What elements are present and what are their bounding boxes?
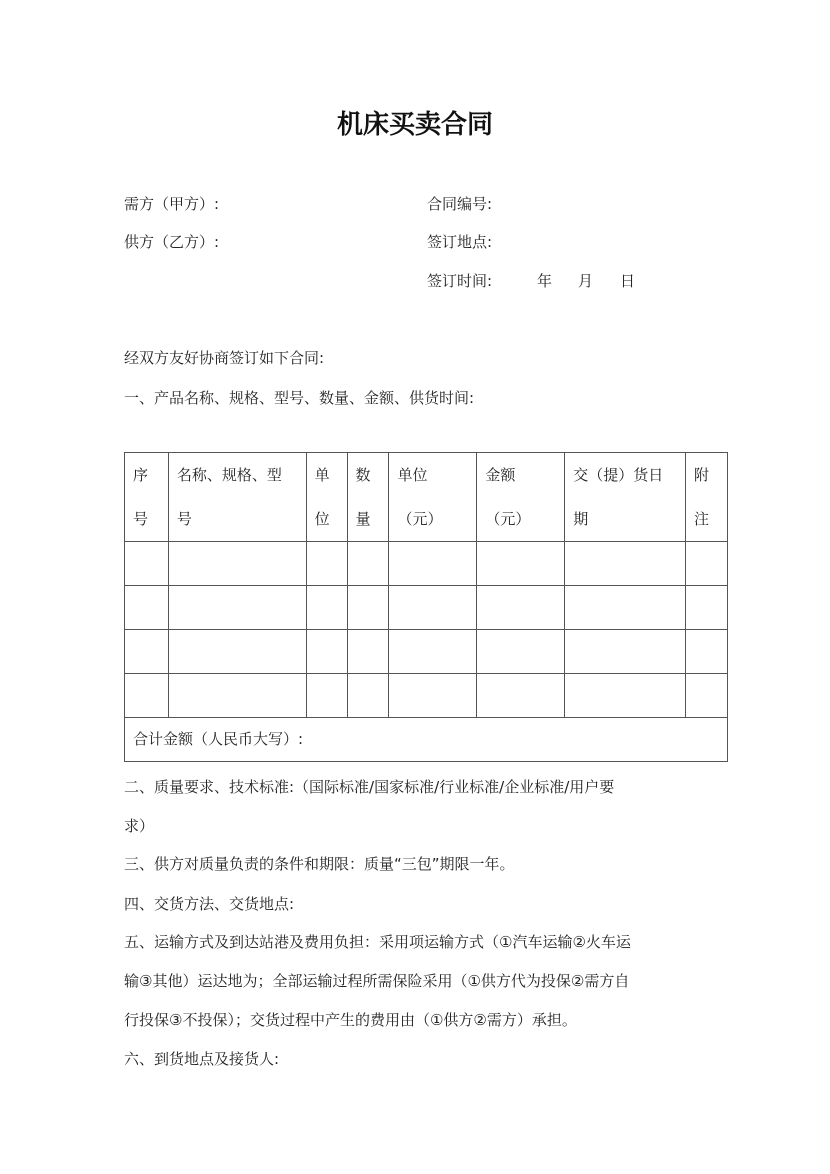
table-cell[interactable] <box>686 630 728 674</box>
column-header-line: 交（提）货日 <box>573 466 664 484</box>
seller-label: 供方（乙方）: <box>124 233 220 251</box>
intro-text: 经双方友好协商签订如下合同: <box>124 349 325 367</box>
sign-place-label: 签订地点: <box>427 233 493 251</box>
table-cell[interactable] <box>389 542 477 586</box>
total-amount-label: 合计金额（人民币大写）: <box>125 718 728 762</box>
table-cell[interactable] <box>477 542 565 586</box>
contract-no-label: 合同编号: <box>427 195 493 213</box>
table-cell[interactable] <box>565 674 686 718</box>
column-header <box>565 453 686 542</box>
column-header <box>477 453 565 542</box>
column-header-line: （元） <box>485 510 531 528</box>
column-header-line: 附 <box>694 466 710 484</box>
table-row <box>125 674 728 718</box>
month-label: 月 <box>578 272 594 290</box>
table-cell[interactable] <box>565 542 686 586</box>
table-cell[interactable] <box>347 586 389 630</box>
table-cell[interactable] <box>477 586 565 630</box>
section-1-heading: 一、产品名称、规格、型号、数量、金额、供货时间: <box>124 389 475 407</box>
clause-line: 求） <box>124 817 155 835</box>
table-cell[interactable] <box>389 674 477 718</box>
clause-line: 三、供方对质量负责的条件和期限：质量“三包”期限一年。 <box>124 855 515 873</box>
table-cell[interactable] <box>125 586 169 630</box>
table-cell[interactable] <box>125 542 169 586</box>
table-cell[interactable] <box>686 674 728 718</box>
sign-time-label: 签订时间: <box>427 272 493 290</box>
column-header <box>347 453 389 542</box>
table-cell[interactable] <box>306 542 347 586</box>
day-label: 日 <box>620 272 636 290</box>
table-cell[interactable] <box>168 586 306 630</box>
column-header <box>389 453 477 542</box>
table-cell[interactable] <box>168 674 306 718</box>
column-header-line: 单位 <box>397 466 428 484</box>
column-header-line: 期 <box>573 510 589 528</box>
table-cell[interactable] <box>306 630 347 674</box>
table-cell[interactable] <box>477 630 565 674</box>
table-header-row <box>125 453 728 542</box>
table-cell[interactable] <box>168 542 306 586</box>
column-header-line: 金额 <box>485 466 516 484</box>
buyer-label: 需方（甲方）: <box>124 195 220 213</box>
clause-line: 五、运输方式及到达站港及费用负担：采用项运输方式（①汽车运输②火车运 <box>124 933 631 951</box>
column-header-line: 序 <box>133 466 149 484</box>
table-cell[interactable] <box>389 630 477 674</box>
column-header <box>306 453 347 542</box>
table-cell[interactable] <box>168 630 306 674</box>
table-cell[interactable] <box>389 586 477 630</box>
clause-line: 四、交货方法、交货地点: <box>124 895 295 913</box>
table-cell[interactable] <box>565 586 686 630</box>
column-header-line: （元） <box>397 510 443 528</box>
table-cell[interactable] <box>347 630 389 674</box>
column-header-line: 单 <box>314 466 330 484</box>
clause-line: 二、质量要求、技术标准:（国际标准/国家标准/行业标准/企业标准/用户要 <box>124 778 615 796</box>
table-cell[interactable] <box>347 542 389 586</box>
table-cell[interactable] <box>125 630 169 674</box>
column-header-line: 号 <box>176 510 192 528</box>
table-row <box>125 542 728 586</box>
table-row <box>125 630 728 674</box>
table-cell[interactable] <box>306 586 347 630</box>
document-title: 机床买卖合同 <box>336 110 493 140</box>
column-header-line: 名称、规格、型 <box>176 466 282 484</box>
column-header-line: 数 <box>355 466 371 484</box>
table-cell[interactable] <box>686 542 728 586</box>
column-header <box>168 453 306 542</box>
column-header-line: 注 <box>694 510 710 528</box>
column-header <box>125 453 169 542</box>
table-cell[interactable] <box>477 674 565 718</box>
column-header <box>686 453 728 542</box>
product-table <box>124 452 728 762</box>
table-cell[interactable] <box>347 674 389 718</box>
clause-line: 输③其他）运达地为；全部运输过程所需保险采用（①供方代为投保②需方自 <box>124 972 630 990</box>
column-header-line: 号 <box>133 510 149 528</box>
total-row <box>125 718 728 762</box>
column-header-line: 量 <box>355 510 371 528</box>
table-cell[interactable] <box>565 630 686 674</box>
table-cell[interactable] <box>686 586 728 630</box>
clause-line: 行投保③不投保）；交货过程中产生的费用由（①供方②需方）承担。 <box>124 1011 577 1029</box>
column-header-line: 位 <box>314 510 330 528</box>
table-cell[interactable] <box>125 674 169 718</box>
table-row <box>125 586 728 630</box>
table-cell[interactable] <box>306 674 347 718</box>
clause-line: 六、到货地点及接货人: <box>124 1050 280 1068</box>
year-label: 年 <box>537 272 553 290</box>
